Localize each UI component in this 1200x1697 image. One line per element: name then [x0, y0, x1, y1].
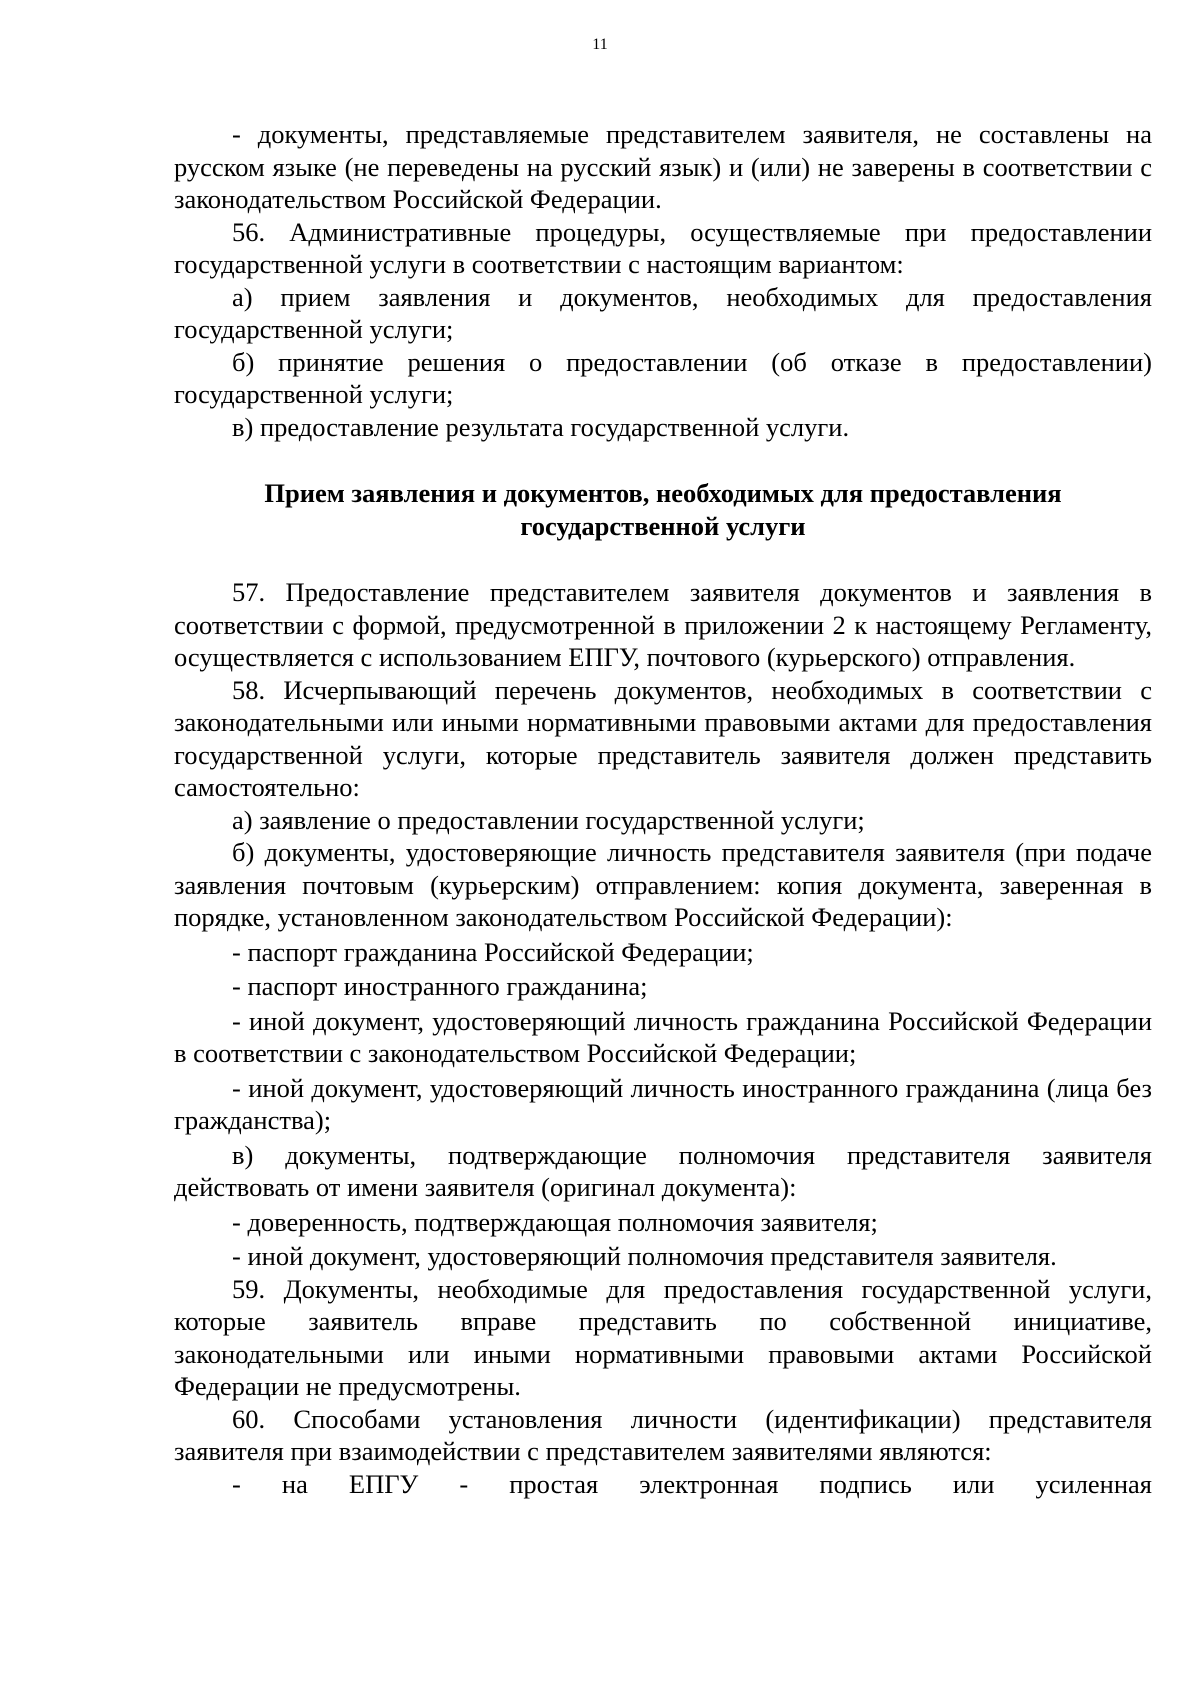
- document-body: [174, 118, 1152, 1500]
- paragraph-58-b: б) документы, удостоверяющие личность представителя заявителя (при подаче заявления почтовым (курьерским) отправлением: копия документа, заверенная в порядке, установленном законодательством Российской Федерации):: [174, 837, 1152, 932]
- list-item-passport-rf: - паспорт гражданина Российской Федерации;: [232, 936, 754, 967]
- page-number: 11: [592, 36, 608, 53]
- paragraph-60: 60. Способами установления личности (идентификации) представителя заявителя при взаимодействии с представителем заявителями являются:: [174, 1403, 1152, 1466]
- list-item-power-of-attorney: - доверенность, подтверждающая полномочия заявителя;: [232, 1206, 878, 1237]
- section-heading-line-2: государственной услуги: [520, 510, 806, 541]
- paragraph-58: 58. Исчерпывающий перечень документов, необходимых в соответствии с законодательными или иными нормативными правовыми актами для предоставления государственной услуги, которые представитель заявителя должен представить самостоятельно:: [174, 674, 1152, 802]
- list-item-other-doc-rf: - иной документ, удостоверяющий личность гражданина Российской Федерации в соответствии с законодательством Российской Федерации;: [174, 1005, 1152, 1068]
- section-heading-line-1: Прием заявления и документов, необходимых для предоставления: [264, 478, 1062, 508]
- paragraph-56-c: в) предоставление результата государственной услуги.: [232, 411, 850, 442]
- list-item-epgu: - на ЕПГУ - простая электронная подпись или усиленная: [232, 1468, 1152, 1499]
- section-heading: [174, 477, 1152, 542]
- paragraph-56-a: а) прием заявления и документов, необходимых для предоставления государственной услуги;: [174, 281, 1152, 344]
- list-item-other-doc-foreign: - иной документ, удостоверяющий личность иностранного гражданина (лица без гражданства);: [174, 1072, 1152, 1135]
- paragraph-56: 56. Административные процедуры, осуществляемые при предоставлении государственной услуги в соответствии с настоящим вариантом:: [174, 216, 1152, 279]
- paragraph-57: 57. Предоставление представителем заявителя документов и заявления в соответствии с формой, предусмотренной в приложении 2 к настоящему Регламенту, осуществляется с использованием ЕПГУ, почтового (курьерского) отправления.: [174, 577, 1152, 672]
- paragraph-59: 59. Документы, необходимые для предоставления государственной услуги, которые заявитель вправе представить по собственной инициативе, законодательными или иными нормативными правовыми актами Российской Федерации не предусмотрены.: [174, 1273, 1152, 1401]
- list-item-other-authority-doc: - иной документ, удостоверяющий полномочия представителя заявителя.: [232, 1241, 1057, 1271]
- paragraph-56-b: б) принятие решения о предоставлении (об отказе в предоставлении) государственной услуги;: [174, 346, 1152, 409]
- list-item-passport-foreign: - паспорт иностранного гражданина;: [232, 971, 648, 1001]
- paragraph-58-c: в) документы, подтверждающие полномочия представителя заявителя действовать от имени заявителя (оригинал документа):: [174, 1139, 1152, 1202]
- paragraph-foreign-language-docs: - документы, представляемые представителем заявителя, не составлены на русском языке (не переведены на русский язык) и (или) не заверены в соответствии с законодательством Российской Федерации.: [174, 119, 1152, 214]
- paragraph-58-a: а) заявление о предоставлении государственной услуги;: [232, 804, 865, 835]
